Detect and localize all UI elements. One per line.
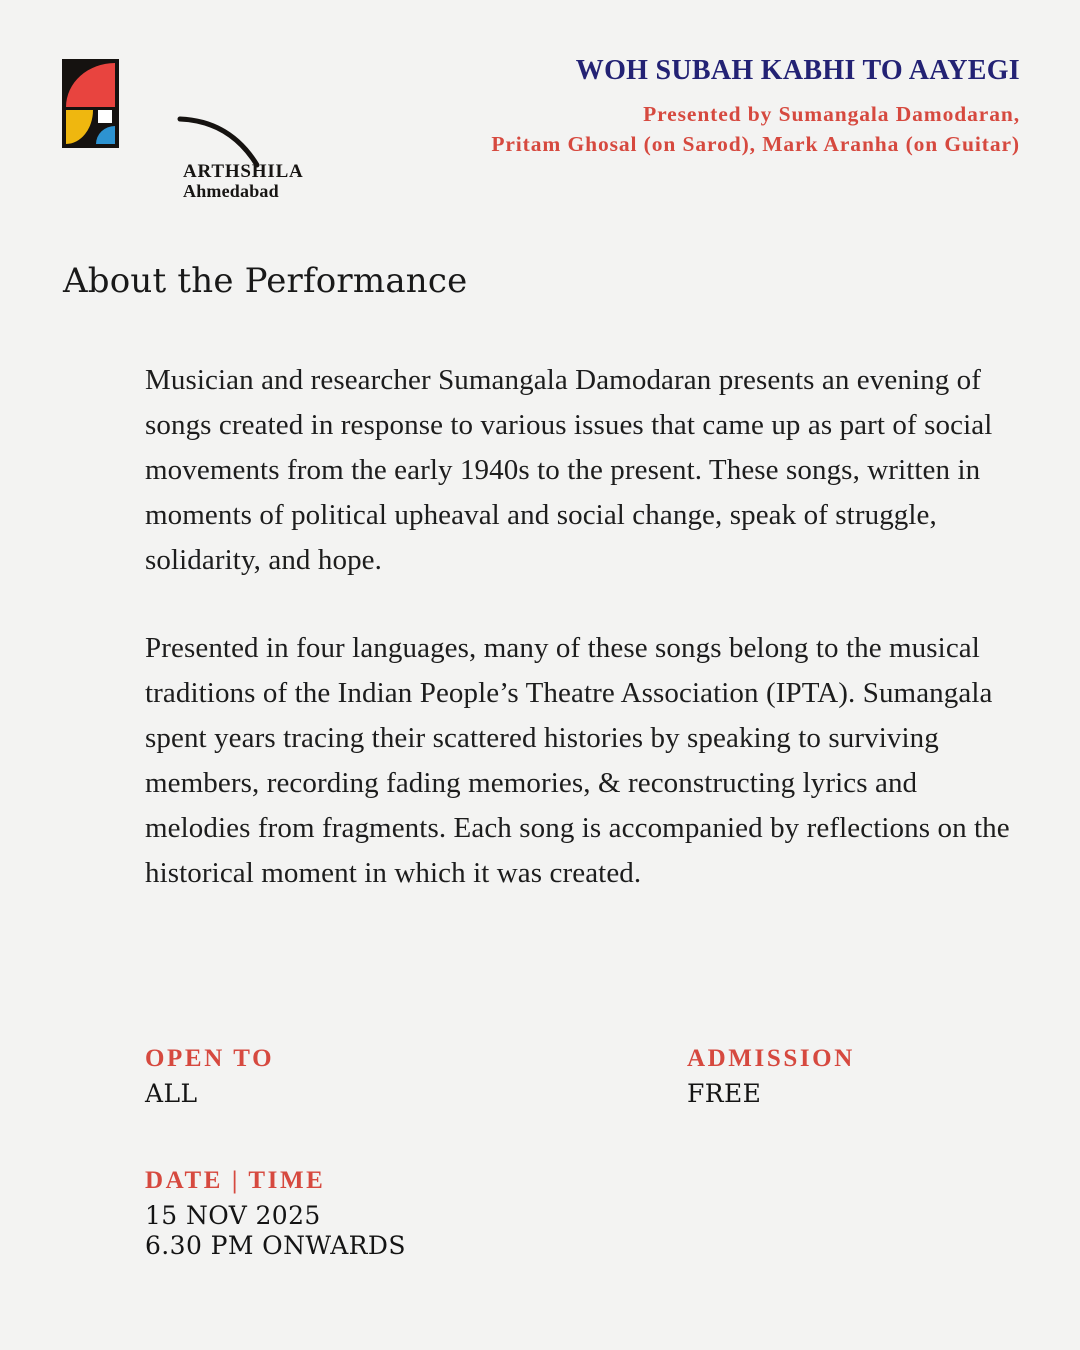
logo-red-quadrant-icon <box>66 63 115 107</box>
date-value: 15 NOV 2025 <box>145 1201 321 1230</box>
about-paragraph-1: Musician and researcher Sumangala Damodaran presents an evening of songs created in response to various issues that came up as part of social movements from the early 1940s to the present. These songs, written in moments of political upheaval and social change, speak of struggle, solidarity, and hope. <box>145 364 993 576</box>
admission-block <box>687 1046 855 1109</box>
admission-label: ADMISSION <box>687 1045 855 1072</box>
event-presenters <box>491 99 1020 159</box>
time-value: 6.30 PM ONWARDS <box>145 1231 406 1260</box>
presenters-line-1: Presented by Sumangala Damodaran, <box>643 102 1020 126</box>
event-title: WOH SUBAH KABHI TO AAYEGI <box>575 55 1020 86</box>
logo-white-square-icon <box>98 110 112 123</box>
arthshila-logo-mark-icon <box>62 59 119 148</box>
open-to-label: OPEN TO <box>145 1045 275 1072</box>
event-header <box>491 56 1020 159</box>
about-heading: About the Performance <box>63 261 468 301</box>
about-paragraph-2: Presented in four languages, many of these songs belong to the musical traditions of the Indian People’s Theatre Association (IPTA). Sumangala spent years tracing their scattered histories by speaking to surviving members, recording fading memories, & reconstructing lyrics and melodies from fragments. Each song is accompanied by reflections on the historical moment in which it was created. <box>145 632 1010 889</box>
logo-blue-quadrant-icon <box>96 126 115 144</box>
open-to-block <box>145 1046 274 1109</box>
logo-brand-text: ARTHSHILA <box>183 161 304 182</box>
admission-value: FREE <box>687 1079 762 1108</box>
presenters-line-2: Pritam Ghosal (on Sarod), Mark Aranha (on Guitar) <box>491 132 1020 156</box>
logo-city-text: Ahmedabad <box>183 181 279 201</box>
arthshila-logo <box>62 59 304 201</box>
about-body <box>145 358 1013 939</box>
date-time-label: DATE | TIME <box>145 1167 326 1194</box>
logo-wordmark <box>183 162 304 200</box>
open-to-value: ALL <box>145 1079 198 1108</box>
logo-yellow-quadrant-icon <box>66 110 93 144</box>
date-time-block <box>145 1168 406 1261</box>
